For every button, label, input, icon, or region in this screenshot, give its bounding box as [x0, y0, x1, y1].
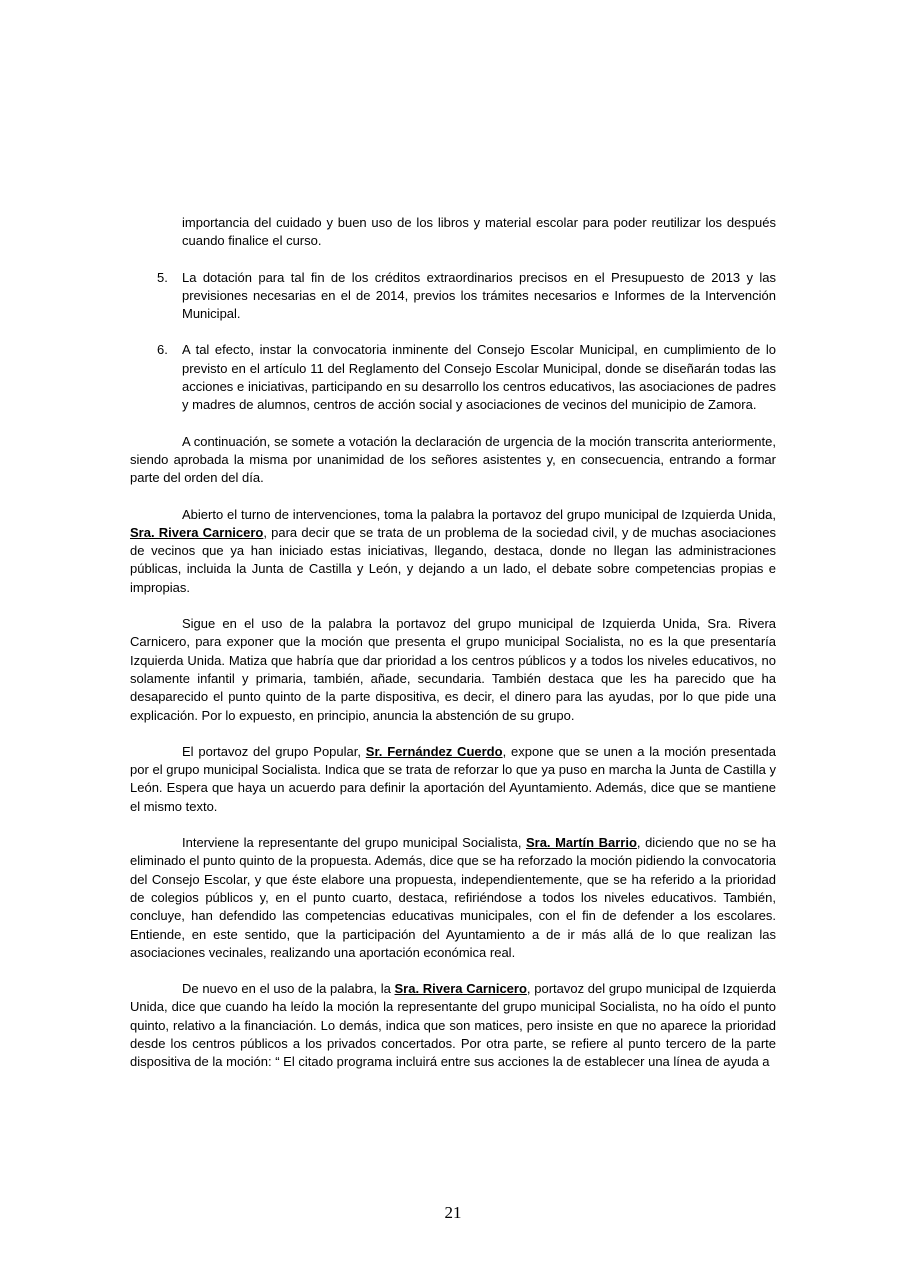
text-run: Abierto el turno de intervenciones, toma la palabra la portavoz del grupo municipal de Izquierda Unida, [182, 506, 776, 522]
speaker-name: Sr. Fernández Cuerdo [365, 743, 503, 759]
speaker-name: Sra. Martín Barrio [525, 835, 637, 851]
text-run: El portavoz del grupo Popular, [182, 743, 366, 759]
paragraph [130, 743, 776, 816]
paragraph [130, 506, 776, 597]
list-item [130, 341, 776, 414]
text-run: , portavoz del grupo municipal de Izquierda Unida, dice que cuando ha leído la moción la representante del grupo municipal Socialista, no ha oído el punto quinto, relativo a la financiación. Lo demás, indica que son matices, pero insiste en que no aparece la prioridad desde los centros públicos a los privados concertados. Por otra parte, se refiere al punto tercero de la parte dispositiva de la moción: “ El citado programa incluirá entre sus acciones la de establecer una línea de ayuda a [130, 981, 777, 1070]
list-number: 6. [157, 342, 168, 358]
list-item-text: La dotación para tal fin de los créditos extraordinarios precisos en el Presupuesto de 2013 y las previsiones necesarias en el de 2014, previos los trámites necesarios e Informes de la Intervención Municipal. [182, 269, 776, 322]
list-item-text: A tal efecto, instar la convocatoria inminente del Consejo Escolar Municipal, en cumplimiento de lo previsto en el artículo 11 del Reglamento del Consejo Escolar Municipal, donde se diseñarán todas las acciones e iniciativas, participando en su desarrollo los centros educativos, las asociaciones de padres y madres de alumnos, centros de acción social y asociaciones de vecinos del municipio de Zamora. [182, 342, 776, 413]
text-run: Interviene la representante del grupo municipal Socialista, [182, 835, 526, 851]
paragraph [130, 433, 776, 488]
paragraph [130, 980, 776, 1071]
continuation-paragraph [182, 214, 776, 251]
list-item [130, 269, 776, 324]
text-run: De nuevo en el uso de la palabra, la [182, 981, 395, 997]
list-number: 5. [157, 269, 168, 285]
page-number: 21 [444, 1203, 462, 1222]
paragraph [130, 615, 776, 725]
speaker-name: Sra. Rivera Carnicero [130, 524, 264, 540]
text-run: , para decir que se trata de un problema de la sociedad civil, y de muchas asociaciones de vecinos que ya han iniciado estas iniciativas, llegando, destaca, donde no llegan las administraciones públicas, incluida la Junta de Castilla y León, y dejando a un lado, el debate sobre competencias propias e impropias. [130, 524, 776, 595]
text-run: importancia del cuidado y buen uso de los libros y material escolar para poder reutilizar los después cuando finalice el curso. [182, 215, 776, 249]
document-body [130, 214, 776, 1090]
speaker-name: Sra. Rivera Carnicero [394, 981, 527, 997]
text-run: Sigue en el uso de la palabra la portavoz del grupo municipal de Izquierda Unida, Sra. Rivera Carnicero, para exponer que la moción que presenta el grupo municipal Socialista, no es la que presentaría Izquierda Unida. Matiza que habría que dar prioridad a los centros públicos y a todos los niveles educativos, no solamente infantil y primaria, también, añade, secundaria. También destaca que les ha parecido que ha desaparecido el punto quinto de la parte dispositiva, es decir, el dinero para las ayudas, por lo que pide una explicación. Por lo expuesto, en principio, anuncia la abstención de su grupo. [130, 616, 776, 723]
text-run: , expone que se unen a la moción presentada por el grupo municipal Socialista. Indica que se trata de reforzar lo que ya puso en marcha la Junta de Castilla y León. Espera que haya un acuerdo para definir la aportación del Ayuntamiento. Además, dice que se mantiene el mismo texto. [130, 743, 776, 814]
text-run: , diciendo que no se ha eliminado el punto quinto de la propuesta. Además, dice que se ha reforzado la moción pidiendo la convocatoria del Consejo Escolar, y que éste elabore una propuesta, independientemente, que se ha referido a la prioridad de colegios públicos y, en el punto cuarto, destaca, refiriéndose a todos los niveles educativos. También, concluye, han defendido las competencias educativas municipales, con el fin de defender a los escolares. Entiende, en este sentido, que la participación del Ayuntamiento a de ir más allá de lo que realizan las asociaciones vecinales, realizando una aportación económica real. [130, 835, 776, 960]
paragraph [130, 834, 776, 962]
text-run: A continuación, se somete a votación la declaración de urgencia de la moción transcrita anteriormente, siendo aprobada la misma por unanimidad de los señores asistentes y, en consecuencia, entrando a formar parte del orden del día. [130, 433, 776, 486]
